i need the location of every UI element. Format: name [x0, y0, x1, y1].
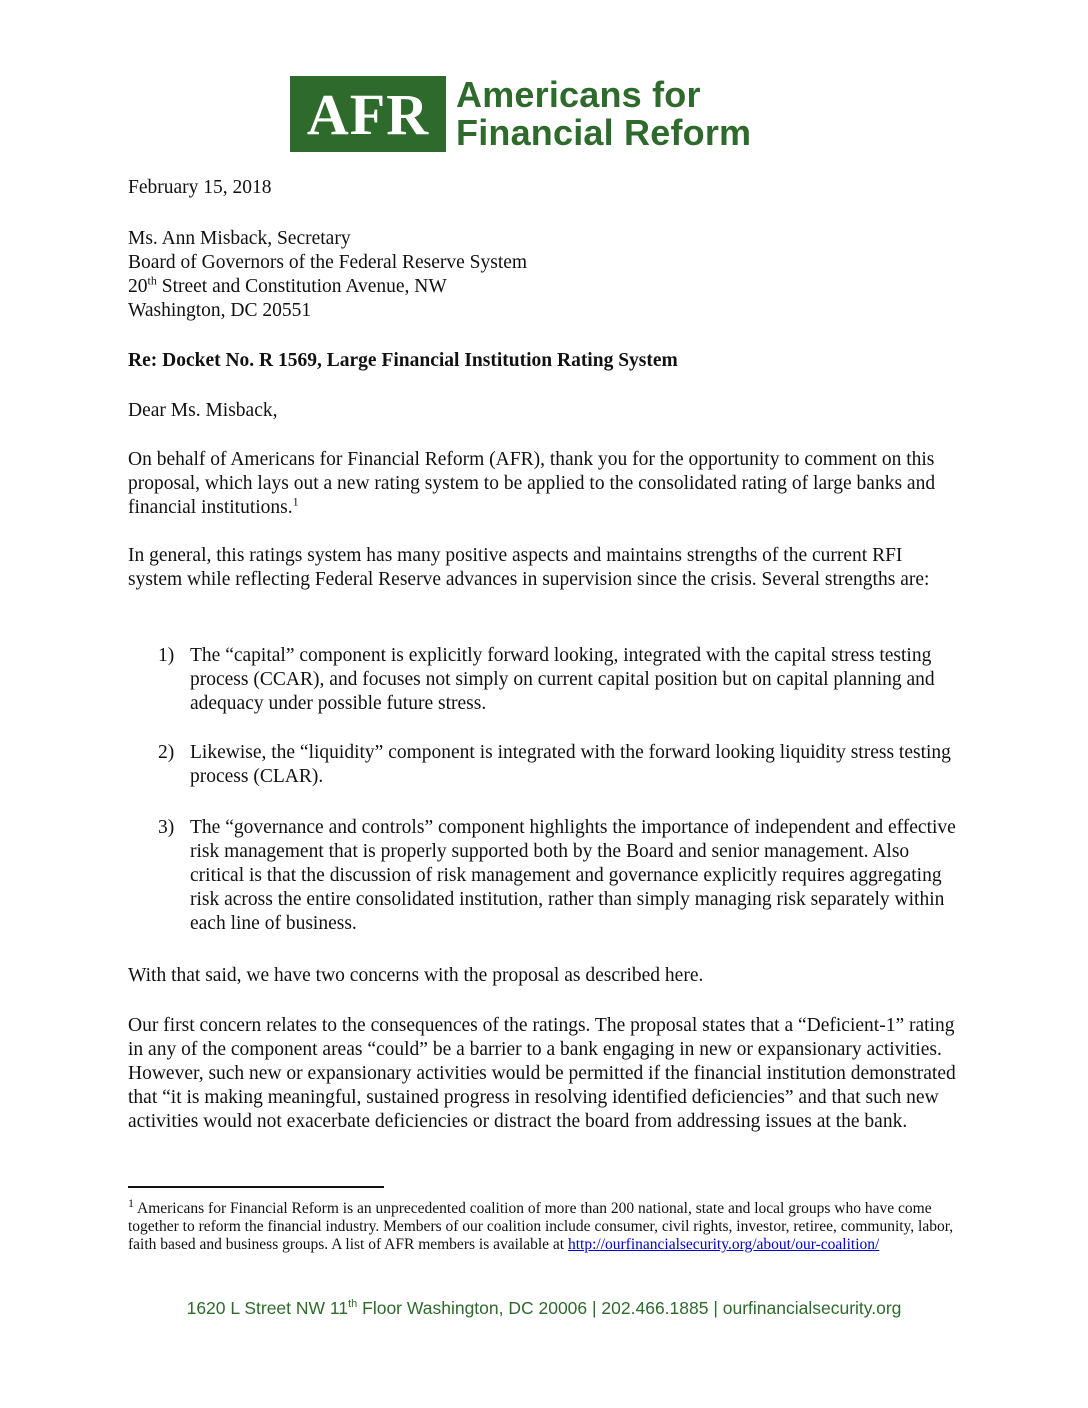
- footnote-ref: 1: [292, 494, 299, 509]
- list-item: [158, 741, 958, 789]
- footnote-text: Americans for Financial Reform is an unprecedented coalition of more than 200 national, state and local groups who have come together to reform the financial industry. Members of our coalition include consumer, civil rights, investor, retiree, community, labor, faith based and business groups. A list of AFR members is available at: [128, 1200, 954, 1253]
- recipient-address: [128, 227, 958, 323]
- letterhead-footer: 1620 L Street NW 11th Floor Washington, DC 20006 | 202.466.1885 | ourfinancialsecurity.org: [186, 1298, 902, 1318]
- list-item: [158, 816, 958, 936]
- paragraph-strengths: In general, this ratings system has many positive aspects and maintains strengths of the current RFI system while reflecting Federal Reserve advances in supervision since the crisis. Several strengths are:: [128, 545, 930, 590]
- address-line-2: Board of Governors of the Federal Reserve System: [128, 252, 528, 273]
- list-number: 2): [158, 742, 175, 763]
- address-line-3: 20th Street and Constitution Avenue, NW: [128, 273, 447, 297]
- list-text: Likewise, the “liquidity” component is integrated with the forward looking liquidity stress testing process (CLAR).: [190, 742, 951, 787]
- address-line-4: Washington, DC 20551: [128, 300, 312, 321]
- footnote-marker: 1: [128, 1195, 134, 1210]
- list-number: 1): [158, 645, 175, 666]
- list-text: The “governance and controls” component highlights the importance of independent and effective risk management that is properly supported both by the Board and senior management. Also critical is that the discussion of risk management and governance explicitly requires aggregating risk across the entire consolidated institution, rather than simply managing risk separately within each line of business.: [190, 817, 956, 934]
- paragraph-intro: On behalf of Americans for Financial Reform (AFR), thank you for the opportunity to comment on this proposal, which lays out a new rating system to be applied to the consolidated rating of large banks and financial institutions.$^1$: [128, 449, 936, 518]
- paragraph-first-concern: Our first concern relates to the consequences of the ratings. The proposal states that a “Deficient-1” rating in any of the component areas “could” be a barrier to a bank engaging in new or expansionary activities. However, such new or expansionary activities would be permitted if the financial institution demonstrated that “it is making meaningful, sustained progress in resolving identified deficiencies” and that such new activities would not exacerbate deficiencies or distract the board from addressing issues at the bank.: [128, 1015, 956, 1132]
- list-item: [158, 644, 958, 716]
- paragraph-concerns: With that said, we have two concerns with the proposal as described here.: [128, 965, 704, 986]
- address-line-1: Ms. Ann Misback, Secretary: [128, 228, 351, 249]
- list-text: The “capital” component is explicitly forward looking, integrated with the capital stress testing process (CCAR), and focuses not simply on current capital position but on capital planning and adequacy under possible future stress.: [190, 645, 935, 714]
- logo-line-1: Americans for: [456, 74, 701, 115]
- footnote: [128, 1195, 958, 1254]
- afr-logo: [290, 76, 751, 152]
- subject-line: Re: Docket No. R 1569, Large Financial Institution Rating System: [128, 350, 678, 371]
- salutation: Dear Ms. Misback,: [128, 400, 278, 421]
- logo-abbrev: AFR: [290, 76, 446, 152]
- footnote-divider: [128, 1186, 384, 1188]
- coalition-link[interactable]: http://ourfinancialsecurity.org/about/our-coalition/: [567, 1236, 880, 1253]
- letter-date: February 15, 2018: [128, 177, 272, 198]
- logo-wordmark: [456, 76, 751, 152]
- logo-line-2: Financial Reform: [456, 112, 752, 153]
- list-number: 3): [158, 817, 175, 838]
